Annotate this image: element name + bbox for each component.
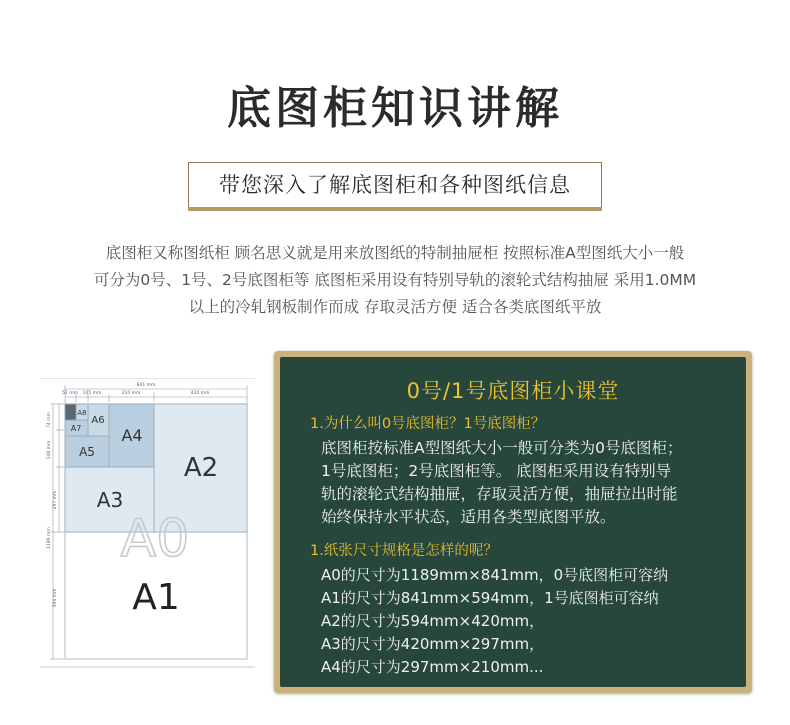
label-a4: A4 [121,426,143,445]
label-a5: A5 [79,445,95,459]
dim-420: 420 mm [190,391,210,396]
size-line-a0: A0的尺寸为1189mm×841mm，0号底图柜可容纳 [321,566,669,584]
board-title: 0号/1号底图柜小课堂 [406,379,620,403]
label-a1: A1 [132,577,180,618]
label-a7: A7 [70,424,82,433]
dim-74: 74 mm [47,412,52,428]
chalkboard [274,351,752,693]
intro-paragraph [28,240,762,321]
label-a0: A0 [120,509,190,569]
size-line-a3: A3的尺寸为420mm×297mm， [321,635,545,653]
size-line-a1: A1的尺寸为841mm×594mm，1号底图柜可容纳 [321,589,659,607]
dim-total-width: 841 mm [136,383,156,388]
answer-2 [321,564,668,679]
answer-1-line: 始终保持水平状态，适用各类型底图平放。 [321,508,616,526]
page-title: 底图柜知识讲解 [227,83,563,134]
label-a3: A3 [96,488,124,512]
dim-594: 594 mm [53,588,58,608]
size-line-a2: A2的尺寸为594mm×420mm， [321,612,545,630]
dim-1189: 1189 mm [47,527,52,549]
dim-297: 297 mm [53,490,58,510]
subtitle-box [188,162,602,208]
dim-52: 52 mm [62,391,78,396]
dim-105: 105 mm [82,391,102,396]
subtitle: 带您深入了解底图柜和各种图纸信息 [219,173,571,197]
answer-1-line: 轨的滚轮式结构抽屉，存取灵活方便，抽屉拉出时能 [321,485,678,503]
question-2: 1.纸张尺寸规格是怎样的呢？ [310,543,498,559]
paper-size-diagram [40,378,255,668]
chalkboard-surface [280,357,746,687]
label-a6: A6 [91,415,105,426]
answer-1-line: 1号底图柜；2号底图柜等。 底图柜采用设有特别导 [321,462,672,480]
intro-line: 以上的冷轧钢板制作而成 存取灵活方便 适合各类底图纸平放 [188,298,602,316]
size-line-a4: A4的尺寸为297mm×210mm... [321,658,544,676]
question-1: 1.为什么叫0号底图柜？1号底图柜？ [310,416,546,432]
label-a2: A2 [183,453,219,483]
answer-1-line: 底图柜按标准A型图纸大小一般可分类为0号底图柜； [321,439,683,457]
intro-line: 底图柜又称图纸柜 顾名思义就是用来放图纸的特制抽屉柜 按照标准A型图纸大小一般 [105,244,685,262]
dim-210: 210 mm [121,391,141,396]
answer-1 [321,437,731,529]
label-a8: A8 [77,409,87,417]
dim-148: 148 mm [47,440,52,460]
intro-line: 可分为0号、1号、2号底图柜等 底图柜采用设有特别导轨的滚轮式结构抽屉 采用1.0MM [93,271,697,289]
